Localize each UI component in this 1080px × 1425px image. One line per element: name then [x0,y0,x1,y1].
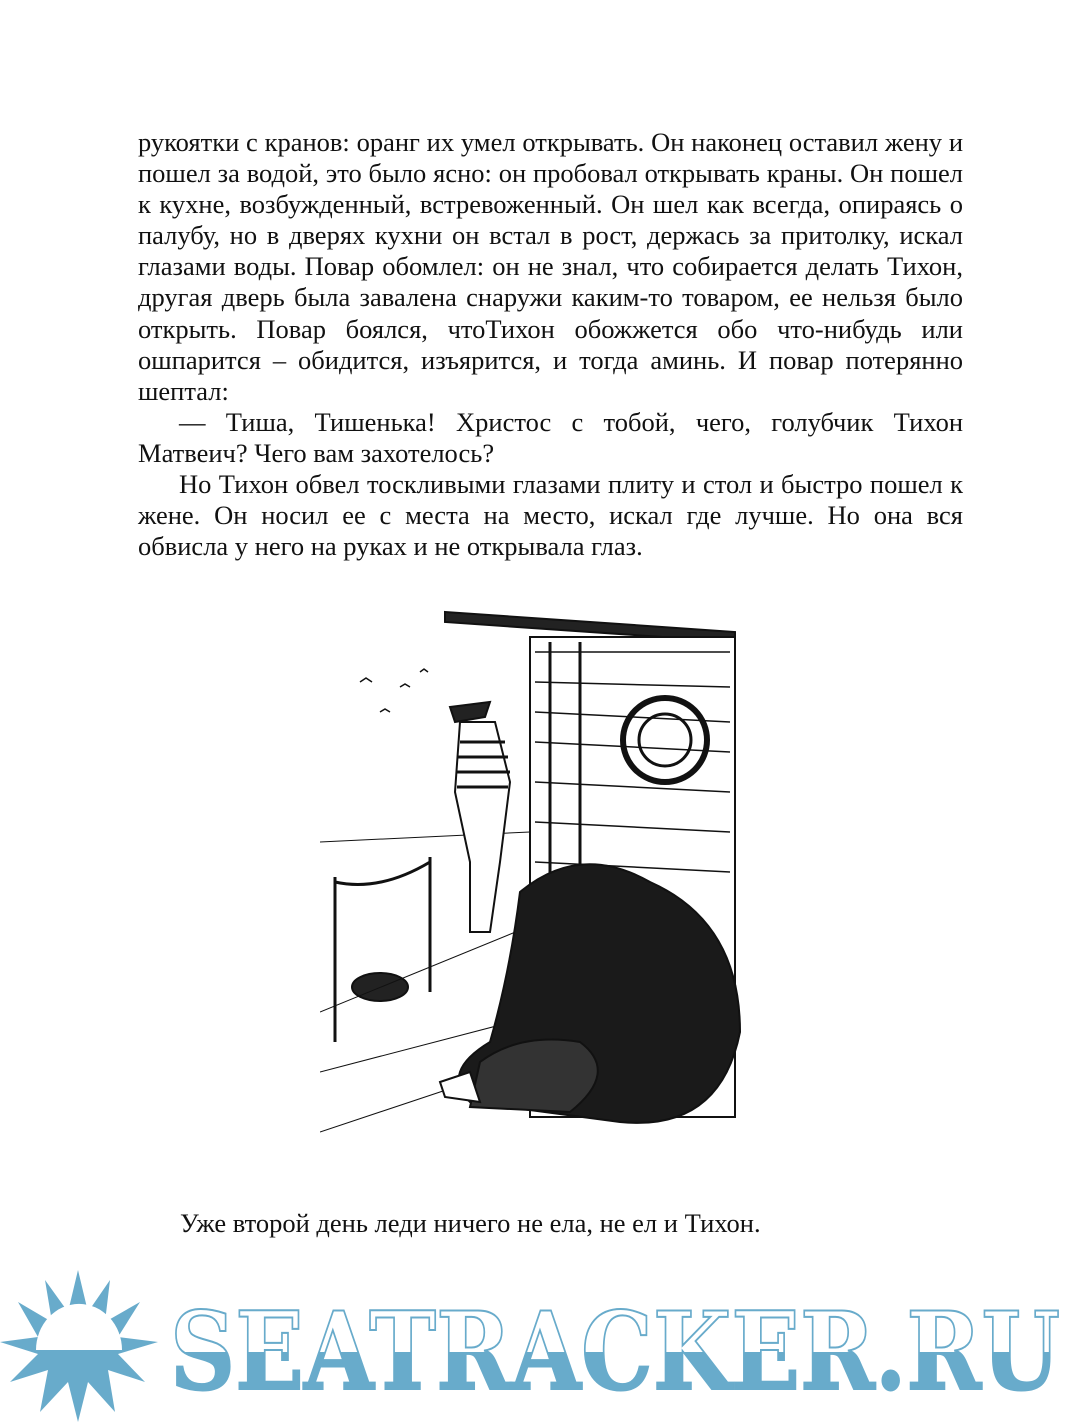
sun-icon [0,1270,158,1422]
body-text [138,127,963,562]
paragraph: — Тиша, Тишенька! Христос с тобой, чего, голубчик Тихон Матвеич? Чего вам захотелось? [138,406,963,468]
seatracker-watermark-logo [0,1262,1080,1425]
illustration-ship-deck-orangutans [320,592,760,1167]
illustration-caption: Уже второй день леди ничего не ела, не ел и Тихон. [180,1208,761,1238]
paragraph: рукоятки с кранов: оранг их умел открывать. Он наконец оставил жену и пошел за водой, это было ясно: он пробовал открывать краны. Он пошел к кухне, возбужденный, встревоженный. Он шел как всегда, опираясь о палубу, но в дверях кухни он встал в рост, держась за притолку, искал глазами воды. Повар обомлел: он не знал, что собирается делать Тихон, другая дверь была завалена снаружи каким-то товаром, ее нельзя было открыть. Повар боялся, чтоТихон обожжется обо что-нибудь или ошпарится – обидится, изъярится, и тогда аминь. И повар потерянно шептал: [138,127,963,406]
watermark-text: SEATRACKER.RU [170,1289,1060,1415]
paragraph: Но Тихон обвел тоскливыми глазами плиту и стол и быстро пошел к жене. Он носил ее с места на место, искал где лучше. Но она вся обвисла у него на руках и не открывала глаз. [138,469,963,562]
